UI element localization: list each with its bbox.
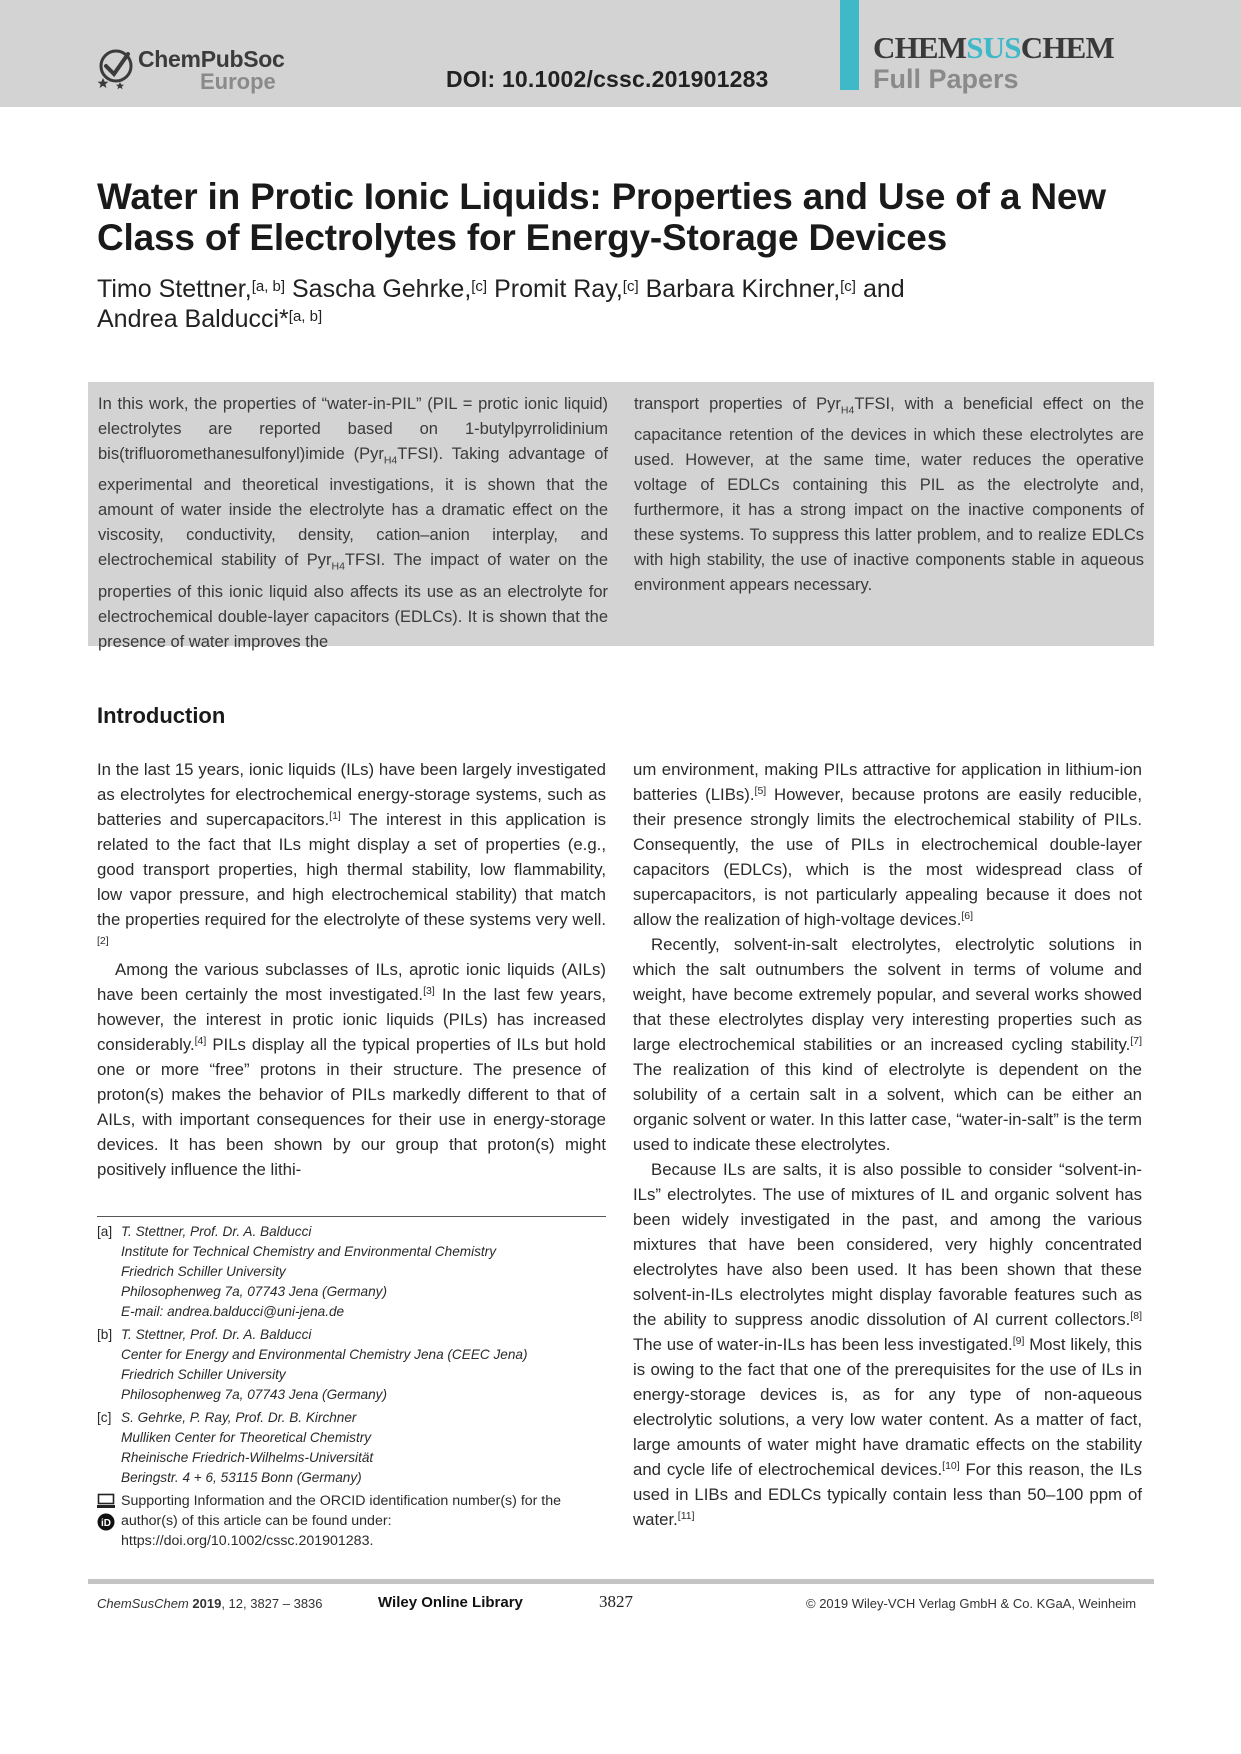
journal-header (0, 0, 1241, 107)
copyright: © 2019 Wiley-VCH Verlag GmbH & Co. KGaA, Weinheim (806, 1596, 1137, 1611)
author-affiliation: [a, b] (288, 308, 323, 325)
paragraph: Recently, solvent-in-salt electrolytes, electrolytic solutions in which the salt outnumbers the solvent in terms of volume and weight, have become extremely popular, and several works showed that these electrolytes display very interesting properties such as large electrochemical stabilities or an increased cycling stability.[7] The realization of this kind of electrolyte is dependent on the solubility of a certain salt in a solvent, which can be either an organic solvent or water. In this latter case, “water-in-salt” is the term used to indicate these electrolytes. (633, 935, 1142, 1154)
author-list (97, 274, 1117, 334)
email-link[interactable]: E-mail: andrea.balducci@uni-jena.de (121, 1304, 345, 1319)
chempubsoc-logo (96, 44, 296, 96)
citation-ref[interactable]: [8] (1130, 1310, 1142, 1322)
citation-ref[interactable]: [7] (1130, 1035, 1142, 1047)
wiley-online-library-link[interactable]: Wiley Online Library (378, 1594, 523, 1611)
logo-subtitle: Europe (200, 69, 276, 94)
affiliation-a: [a] T. Stettner, Prof. Dr. A. Balducci Institute for Technical Chemistry and Environmental Chemistry Friedrich Schiller University Philosophenweg 7a, 07743 Jena (Germany) E-mail: andrea.balducci@uni-jena.de (97, 1222, 606, 1322)
citation-ref[interactable]: [6] (961, 910, 974, 922)
affiliation-divider (97, 1216, 606, 1217)
paragraph: um environment, making PILs attractive for application in lithium-ion batteries (LIBs).[5] However, because protons are easily reducible, their presence strongly limits the electrochemical stability of PILs. Consequently, the use of PILs in electrochemical double-layer capacitors (EDLCs), which is the most widespread class of supercapacitors, is not particularly appealing because it does not allow the realization of high-voltage devices.[6] (633, 760, 1142, 929)
abstract-column-1: In this work, the properties of “water-in-PIL” (PIL = protic ionic liquid) electrolytes are reported based on 1-butylpyrrolidinium bis(trifluoromethanesulfonyl)imide (Pyr$_{H4}$TFSI). Taking advantage of experimental and theoretical investigations, it is shown that the amount of water inside the electrolyte has a dramatic effect on the viscosity, conductivity, density, cation–anion interplay, and electrochemical stability of Pyr$_{H4}$TFSI. The impact of water on the properties of this ionic liquid also affects its use as an electrolyte for electrochemical double-layer capacitors (EDLCs). It is shown that the presence of water improves the (98, 395, 609, 651)
author-name: Andrea Balducci* (97, 305, 289, 333)
page-number: 3827 (599, 1592, 633, 1611)
footer-divider (88, 1579, 1154, 1584)
citation-ref[interactable]: [1] (329, 810, 341, 822)
accent-bar (840, 0, 859, 90)
citation-info: ChemSusChem 2019, 12, 3827 – 3836 (97, 1596, 323, 1611)
svg-text:iD: iD (101, 1518, 111, 1529)
author-name: Timo Stettner, (97, 275, 252, 303)
author-name: Barbara Kirchner, (645, 275, 841, 303)
abstract-column-2: transport properties of Pyr$_{H4}$TFSI, with a beneficial effect on the capacitance retention of the devices in which these electrolytes are used. However, at the same time, water reduces the operative voltage of EDLCs containing this PIL as the electrolyte and, furthermore, it has a strong impact on the inactive components of these systems. To suppress this latter problem, and to realize EDLCs with high stability, the use of inactive components stable in aqueous environment appears necessary. (634, 395, 1145, 595)
citation-ref[interactable]: [4] (194, 1035, 207, 1047)
author-affiliation: [c] (840, 278, 856, 295)
citation-ref[interactable]: [9] (1012, 1335, 1025, 1347)
body-column-left (97, 757, 606, 1182)
author-affiliation: [c] (622, 278, 639, 295)
author-name: Promit Ray, (494, 275, 623, 303)
section-type: Full Papers (873, 64, 1019, 94)
citation-ref[interactable]: [11] (677, 1510, 695, 1522)
citation-ref[interactable]: [5] (754, 785, 767, 797)
body-column-right (633, 757, 1142, 1532)
author-affiliation: [c] (471, 278, 488, 295)
journal-name: CHEMSUSCHEM (873, 30, 1114, 65)
abstract-box (88, 382, 1154, 651)
supporting-info-text[interactable]: Supporting Information and the ORCID identification number(s) for the author(s) of this article can be found under: https://doi.org/10.1002/cssc.201901283. (121, 1493, 562, 1549)
paragraph: In the last 15 years, ionic liquids (ILs) have been largely investigated as electrolytes for electrochemical energy-storage systems, such as batteries and supercapacitors.[1] The interest in this application is related to the fact that ILs might display a set of properties (e.g., good transport properties, high thermal stability, low flammability, low vapor pressure, and high electrochemical stability) that match the properties required for the electrolyte of these systems very well.[2] (97, 760, 606, 947)
section-heading-introduction: Introduction (97, 703, 226, 728)
paragraph: Because ILs are salts, it is also possible to consider “solvent-in-ILs” electrolytes. The use of mixtures of IL and organic solvent has been widely investigated in the past, and among the various mixtures that have been considered, very highly concentrated electrolytes have also been used. It has been shown that these solvent-in-ILs electrolytes might display favorable features such as the ability to suppress anodic dissolution of Al current collectors.[8] The use of water-in-ILs has been less investigated.[9] Most likely, this is owing to the fact that one of the prerequisites for the use of ILs in energy-storage devices is, as for any type of non-aqueous electrolytic solutions, a very low water content. As a matter of fact, large amounts of water might have dramatic effects on the stability and cycle life of electrochemical devices.[10] For this reason, the ILs used in LIBs and EDLCs typically contain less than 50–100 ppm of water.[11] (633, 1160, 1142, 1529)
citation-ref[interactable]: [2] (97, 935, 109, 947)
affiliations (97, 1222, 606, 1551)
paragraph: Among the various subclasses of ILs, aprotic ionic liquids (AILs) have been certainly the most investigated.[3] In the last few years, however, the interest in protic ionic liquids (PILs) has increased considerably.[4] PILs display all the typical properties of ILs but hold one or more “free” protons in their structure. The presence of proton(s) makes the behavior of PILs markedly different to that of AILs, with important consequences for their use in energy-storage devices. It has been shown by our group that proton(s) might positively influence the lithi- (97, 960, 606, 1179)
chempubsoc-logo-icon (96, 46, 140, 90)
affiliation-b: [b] T. Stettner, Prof. Dr. A. Balducci Center for Energy and Environmental Chemistry Jena (CEEC Jena) Friedrich Schiller University Philosophenweg 7a, 07743 Jena (Germany) (97, 1327, 528, 1402)
article-title: Water in Protic Ionic Liquids: Properties and Use of a New Class of Electrolytes for Energy-Storage Devices (97, 176, 1106, 258)
author-affiliation: [a, b] (251, 278, 286, 295)
affiliation-c: [c] S. Gehrke, P. Ray, Prof. Dr. B. Kirchner Mulliken Center for Theoretical Chemistry Rheinische Friedrich-Wilhelms-Universität Beringstr. 4 + 6, 53115 Bonn (Germany) (97, 1410, 374, 1485)
citation-ref[interactable]: [3] (423, 985, 435, 997)
author-name: Sascha Gehrke, (292, 275, 472, 303)
computer-icon (97, 1493, 115, 1509)
supporting-information (97, 1491, 606, 1551)
doi-label[interactable]: DOI: 10.1002/cssc.201901283 (446, 66, 769, 92)
orcid-icon[interactable] (97, 1513, 115, 1531)
logo-name: ChemPubSoc (138, 46, 285, 72)
citation-ref[interactable]: [10] (942, 1460, 960, 1472)
author-conjunction: and (862, 275, 905, 303)
